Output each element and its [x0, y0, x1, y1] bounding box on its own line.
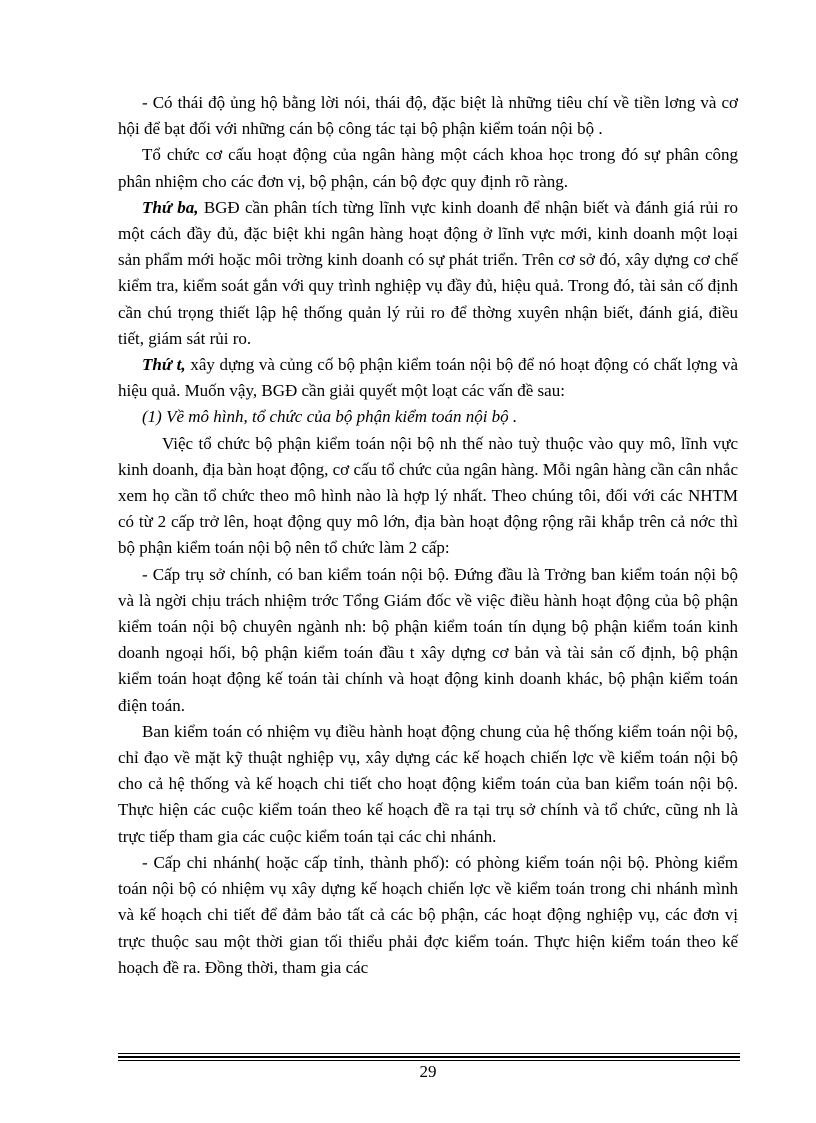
paragraph-9: - Cấp chi nhánh( hoặc cấp tỉnh, thành phố): có phòng kiểm toán nội bộ. Phòng kiểm toán nội bộ có nhiệm vụ xây dựng kế hoạch chiến lợc về kiểm toán trong chi nhánh mình và kế hoạch chi tiết để đảm bảo tất cả các bộ phận, các hoạt động nghiệp vụ, các đơn vị trực thuộc sau một thời gian tối thiểu phải đợc kiểm toán. Thực hiện kiểm toán theo kế hoạch đề ra. Đồng thời, tham gia các: [118, 852, 738, 977]
footer-rule-bottom: [118, 1060, 740, 1061]
lead-phrase: Thứ ba,: [142, 197, 199, 217]
paragraph-2: Tổ chức cơ cấu hoạt động của ngân hàng một cách khoa học trong đó sự phân công phân nhiệm cho các đơn vị, bộ phận, cán bộ đợc quy định rõ ràng.: [118, 145, 738, 191]
page-number: 29: [419, 1062, 437, 1081]
paragraph-8: Ban kiểm toán có nhiệm vụ điều hành hoạt động chung của hệ thống kiểm toán nội bộ, chỉ đạo về mặt kỹ thuật nghiệp vụ, xây dựng các kế hoạch chiến lợc về kiểm toán nội bộ cho cả hệ thống và kế hoạch chi tiết cho hoạt động kiểm toán của ban kiểm toán nội bộ. Thực hiện các cuộc kiểm toán theo kế hoạch đề ra tại trụ sở chính và tổ chức, cũng nh là trực tiếp tham gia các cuộc kiểm toán tại các chi nhánh.: [118, 721, 738, 846]
paragraph-1: - Có thái độ ủng hộ bằng lời nói, thái độ, đặc biệt là những tiêu chí về tiền lơng và cơ hội để bạt đối với những cán bộ công tác tại bộ phận kiểm toán nội bộ .: [118, 93, 738, 139]
lead-phrase: Thứ t,: [142, 355, 186, 375]
paragraph-4: Thứ t, xây dựng và củng cố bộ phận kiểm toán nội bộ để nó hoạt động có chất lợng và hiệu quả. Muốn vậy, BGĐ cần giải quyết một loạt các vấn đề sau:: [118, 355, 738, 401]
footer-rule-top: [118, 1053, 740, 1054]
footer-rule-middle: [118, 1056, 740, 1058]
paragraph-3: Thứ ba, BGĐ cần phân tích từng lĩnh vực kinh doanh để nhận biết và đánh giá rủi ro một cách đầy đủ, đặc biệt khi ngân hàng hoạt động ở lĩnh vực mới, kinh doanh một loại sản phẩm mới hoặc môi trờng kinh doanh có sự phát triển. Trên cơ sở đó, xây dựng cơ chế kiểm tra, kiểm soát gắn với quy trình nghiệp vụ đầy đủ, hiệu quả. Trong đó, tài sản cố định cần chú trọng thiết lập hệ thống quản lý rủi ro để thờng xuyên nhận biết, đánh giá, điều tiết, giám sát rủi ro.: [118, 197, 738, 348]
paragraph-5: (1) Về mô hình, tổ chức của bộ phận kiểm toán nội bộ .: [142, 407, 518, 427]
body-text: [118, 90, 738, 981]
paragraph-7: - Cấp trụ sở chính, có ban kiểm toán nội bộ. Đứng đầu là Trởng ban kiểm toán nội bộ và là ngời chịu trách nhiệm trớc Tổng Giám đốc về việc điều hành hoạt động của bộ phận kiểm toán nội bộ chuyên ngành nh: bộ phận kiểm toán tín dụng bộ phận kiểm toán kinh doanh ngoại hối, bộ phận kiểm toán đầu t xây dựng cơ bản và tài sản cố định, bộ phận kiểm toán hoạt động kế toán tài chính và hoạt động kinh doanh khác, bộ phận kiểm toán điện toán.: [118, 564, 738, 715]
paragraph-6: Việc tổ chức bộ phận kiểm toán nội bộ nh thế nào tuỳ thuộc vào quy mô, lĩnh vực kinh doanh, địa bàn hoạt động, cơ cấu tổ chức của ngân hàng. Mỗi ngân hàng cần cân nhắc xem họ cần tổ chức theo mô hình nào là hợp lý nhất. Theo chúng tôi, đối với các NHTM có từ 2 cấp trở lên, hoạt động quy mô lớn, địa bàn hoạt động rộng rãi khắp trên cả nớc thì bộ phận kiểm toán nội bộ nên tổ chức làm 2 cấp:: [118, 433, 738, 558]
